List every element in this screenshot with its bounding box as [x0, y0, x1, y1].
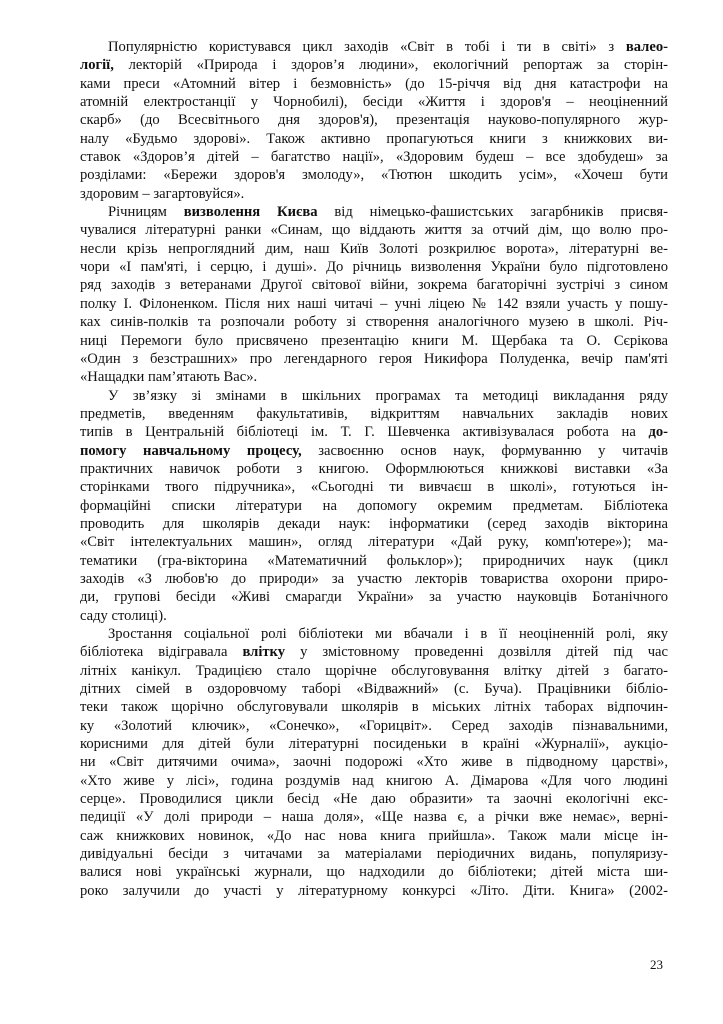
text-run: несли крізь непроглядний дим, наш Київ Золоті розкрилює ворота», літературні ве- — [80, 240, 668, 257]
text-run: дивідуальні бесіди з читачами за матеріалами періодичних видань, популяризу- — [80, 846, 668, 863]
text-line — [80, 221, 668, 239]
text-run: теки також щорічно обслуговували школярів в міських літніх таборах відпочин- — [80, 699, 668, 716]
text-run: практичних навичок роботи з книгою. Оформлюються книжкові виставки «За — [80, 460, 668, 477]
text-line — [80, 460, 668, 478]
text-run: від німецько-фашистських загарбників присвя- — [317, 204, 668, 221]
text-run: розділами: «Бережи здоров'я змолоду», «Тютюн шкодить усім», «Хочеш бути — [80, 167, 668, 184]
text-line — [80, 497, 668, 515]
text-run: типів в Центральній бібліотеці ім. Т. Г. Шевченка активізувалася робота на — [80, 424, 649, 441]
text-run: проводить для школярів декади наук: інформатики (серед заходів вікторина — [80, 515, 668, 532]
text-line — [80, 808, 668, 826]
text-line — [80, 185, 668, 203]
text-run: серце». Проводилися цикли бесід «Не даю образити» та заочні екологічні екс- — [80, 791, 668, 808]
text-line — [80, 735, 668, 753]
text-line — [80, 680, 668, 698]
text-line — [80, 607, 668, 625]
text-run: налу «Будьмо здорові». Також активно пропагуються книги з книжкових ви- — [80, 130, 668, 147]
text-line — [80, 662, 668, 680]
bold-text: логії, — [80, 57, 114, 74]
text-line — [80, 533, 668, 551]
bold-text: влітку — [242, 644, 286, 661]
text-run: ках синів-полків та розпочали роботу зі створення аналогічного музею в школі. Річ- — [80, 314, 668, 331]
text-line — [80, 75, 668, 93]
text-line — [80, 442, 668, 460]
text-run: полку І. Філоненком. Після них наші читачі – учні ліцею № 142 взяли участь у пошу- — [80, 295, 668, 312]
text-run: педиції «У долі природи – наша доля», «Ще назва є, а річки вже немає», верні- — [80, 809, 668, 826]
text-line — [80, 93, 668, 111]
text-line — [80, 276, 668, 294]
text-run: «Світ інтелектуальних машин», огляд літератури «Дай руку, комп'ютере»); ма- — [80, 534, 668, 551]
text-line — [80, 753, 668, 771]
text-line — [80, 882, 668, 900]
text-run: ряд заходів з ветеранами Другої світової війни, зокрема багаторічні зустрічі з сином — [80, 277, 668, 294]
text-line — [80, 258, 668, 276]
text-line — [80, 166, 668, 184]
page-number: 23 — [650, 957, 663, 972]
text-run: ками преси «Атомний вітер і безмовність» (до 15-річчя від дня катастрофи на — [80, 75, 668, 92]
text-line — [80, 295, 668, 313]
text-line — [80, 350, 668, 368]
text-line — [80, 790, 668, 808]
text-run: заходів «З любов'ю до природи» за участю лекторів товариства охорони приро- — [80, 570, 668, 587]
text-run: засвоєнню основ наук, формуванню у читачів — [301, 442, 668, 459]
text-run: саж книжкових новинок, «До нас нова книга прийшла». Також мали місце ін- — [80, 827, 668, 844]
text-run: лекторій «Природа і здоров’я людини», екологічний репортаж за сторін- — [113, 57, 668, 74]
text-run: предметів, введенням факультативів, відкриттям навчальних закладів нових — [80, 405, 668, 422]
text-run: атомній електростанції у Чорнобилі), бесіди «Життя і здоров'я – неоціненний — [80, 94, 668, 111]
text-run: ниці Перемоги було присвячено презентацію книги М. Щербака та О. Сєрікова — [80, 332, 668, 349]
text-run: скарб» (до Всесвітнього дня здоров'я), презентація науково-популярного жур- — [80, 112, 668, 129]
text-run: «Хто живе у лісі», година роздумів над книгою А. Дімарова «Для чого людині — [80, 772, 668, 789]
text-line — [80, 698, 668, 716]
text-line — [80, 332, 668, 350]
text-run: чувалися літературні ранки «Синам, що віддають життя за отчий дім, що волю про- — [80, 222, 668, 239]
text-run: дітних сімей в оздоровчому таборі «Відважний» (с. Буча). Працівники бібліо- — [80, 681, 668, 698]
text-run: ку «Золотий ключик», «Сонечко», «Горицвіт». Серед заходів пізнавальними, — [80, 717, 668, 734]
text-line — [80, 111, 668, 129]
text-run: «Один з безстрашних» про легендарного героя Никифора Полуденка, вечір пам'яті — [80, 350, 668, 367]
text-run: тематики (гра-вікторина «Математичний фольклор»); природничих наук (цикл — [80, 552, 668, 569]
text-run: ди, групові бесіди «Живі смарагди України» за участю науковців Ботанічного — [80, 589, 668, 606]
text-run: Зростання соціальної ролі бібліотеки ми вбачали і в її неоціненній ролі, яку — [108, 626, 668, 642]
text-run: чори «І пам'яті, і серцю, і душі». До річниць визволення України було підготовлено — [80, 259, 668, 276]
text-run: ставок «Здоров’я дітей – багатство нації», «Здоровим будеш – все здобудеш» за — [80, 149, 668, 166]
text-line — [80, 405, 668, 423]
text-run: у змістовному проведенні дозвілля дітей під час — [285, 644, 668, 661]
text-line — [80, 845, 668, 863]
text-line — [80, 38, 668, 56]
text-line — [80, 203, 668, 221]
text-run: корисними для дітей були літературні посиденьки в країні «Журналії», аукціо- — [80, 736, 668, 753]
bold-text: помогу навчальному процесу, — [80, 442, 302, 459]
body-text — [80, 38, 668, 900]
text-line — [80, 56, 668, 74]
text-line — [80, 515, 668, 533]
text-run: сторінками твого підручника», «Сьогодні ти вивчаєш в школі», готуються ін- — [80, 479, 668, 496]
text-line — [80, 130, 668, 148]
text-run: роко залучили до участі у літературному конкурсі «Літо. Діти. Книга» (2002- — [80, 882, 668, 899]
text-run: Популярністю користувався цикл заходів «Світ в тобі і ти в світі» з — [108, 39, 626, 55]
text-run: У зв’язку зі змінами в шкільних програмах та методиці викладання ряду — [108, 387, 668, 404]
text-line — [80, 478, 668, 496]
text-line — [80, 387, 668, 405]
paragraph — [80, 387, 668, 625]
text-run: саду столиці). — [80, 607, 167, 624]
text-run: «Нащадки пам’ятають Вас». — [80, 369, 258, 386]
text-line — [80, 240, 668, 258]
paragraph — [80, 203, 668, 386]
text-line — [80, 863, 668, 881]
text-line — [80, 643, 668, 661]
paragraph — [80, 625, 668, 900]
text-line — [80, 313, 668, 331]
bold-text: визволення Києва — [183, 204, 318, 221]
text-line — [80, 588, 668, 606]
text-run: Річницям — [108, 204, 184, 221]
text-run: здоровим – загартовуйся». — [80, 185, 245, 202]
text-line — [80, 552, 668, 570]
bold-text: до- — [648, 424, 668, 441]
paragraph — [80, 38, 668, 203]
text-line — [80, 772, 668, 790]
text-line — [80, 368, 668, 386]
text-run: формаційні списки літератури на допомогу окремим предметам. Бібліотека — [80, 497, 668, 514]
text-line — [80, 570, 668, 588]
text-run: ни «Світ дитячими очима», заочні подорожі «Хто живе в підводному царстві», — [80, 754, 668, 771]
text-run: бібліотека відігравала — [80, 644, 243, 661]
text-line — [80, 148, 668, 166]
text-line — [80, 625, 668, 643]
bold-text: валео- — [625, 39, 668, 55]
text-run: валися нові українські журнали, що надходили до бібліотеки; дітей міста ши- — [80, 864, 668, 881]
text-line — [80, 423, 668, 441]
text-run: літніх канікул. Традицією стало щорічне обслуговування влітку дітей з багато- — [80, 662, 668, 679]
text-line — [80, 717, 668, 735]
text-line — [80, 827, 668, 845]
